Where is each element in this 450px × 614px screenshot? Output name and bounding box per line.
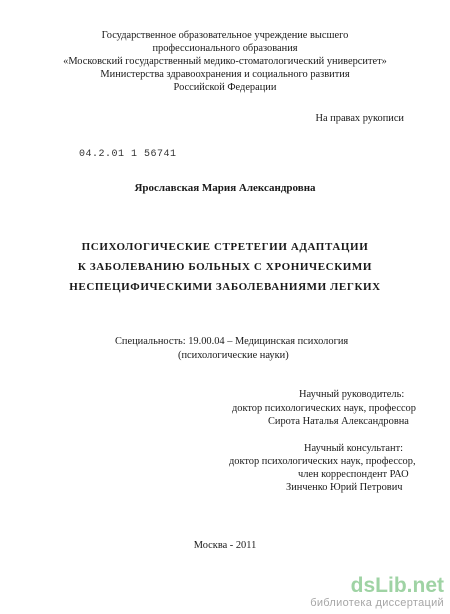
rights-note: На правах рукописи <box>315 113 404 124</box>
supervisor-degree: доктор психологических наук, профессор <box>232 403 416 414</box>
consultant-name: Зинченко Юрий Петрович <box>286 482 403 493</box>
watermark-subtitle: библиотека диссертаций <box>310 597 444 609</box>
specialty-field: (психологические науки) <box>178 350 289 361</box>
thesis-title-line-2: К ЗАБОЛЕВАНИЮ БОЛЬНЫХ С ХРОНИЧЕСКИМИ <box>77 261 373 273</box>
supervisor-name: Сирота Наталья Александровна <box>268 416 409 427</box>
consultant-rank: член корреспондент РАО <box>298 469 409 480</box>
place-year: Москва - 2011 <box>193 540 257 551</box>
institution-line-2: профессионального образования <box>152 43 298 54</box>
supervisor-label: Научный руководитель: <box>299 389 405 400</box>
institution-line-3: «Московский государственный медико-стоматологический университет» <box>63 56 387 67</box>
thesis-title-line-3: НЕСПЕЦИФИЧЕСКИМИ ЗАБОЛЕВАНИЯМИ ЛЕГКИХ <box>69 281 381 293</box>
stamp-number: 04.2.01 1 56741 <box>79 149 177 160</box>
consultant-label: Научный консультант: <box>304 443 403 454</box>
institution-line-4: Министерства здравоохранения и социального развития <box>100 69 350 80</box>
thesis-title-line-1: ПСИХОЛОГИЧЕСКИЕ СТРЕТЕГИИ АДАПТАЦИИ <box>81 241 369 253</box>
author-name: Ярославская Мария Александровна <box>134 182 316 194</box>
institution-line-1: Государственное образовательное учреждение высшего <box>101 30 349 41</box>
watermark-logo: dsLib.net <box>350 574 444 597</box>
dslib-watermark <box>310 575 444 610</box>
consultant-degree: доктор психологических наук, профессор, <box>229 456 416 467</box>
institution-line-5: Российской Федерации <box>173 82 277 93</box>
specialty-line: Специальность: 19.00.04 – Медицинская психология <box>115 336 349 347</box>
